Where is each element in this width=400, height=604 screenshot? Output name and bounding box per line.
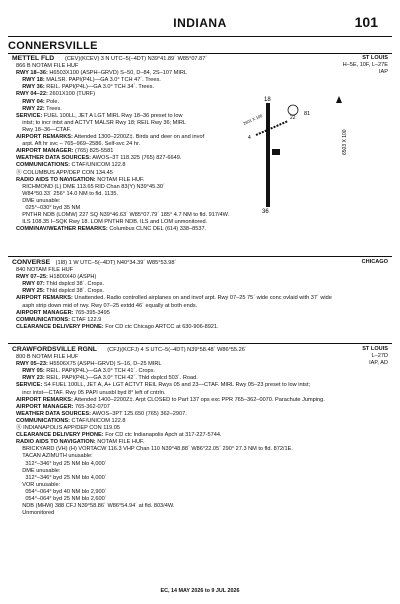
airport-detail-line: intst; to incr intst and ACTVT MALSR Rwy 18; REIL Rwy 36; MIRL xyxy=(16,119,187,126)
chart-region-label: CHICAGO xyxy=(361,259,388,265)
footer-effective-dates: EC, 14 MAY 2026 to 9 JUL 2026 xyxy=(160,588,240,594)
airport-detail-line: RWY 36: REIL. PAPI(P4L)—GA 3.0° TCH 34´. Trees. xyxy=(22,84,155,91)
airport-detail-line: RWY 05: REIL. PAPI(P4L)—GA 3.0° TCH 41´. Crops. xyxy=(22,368,155,375)
airport-detail-line: WEATHER DATA SOURCES: AWOS–3PT 125.650 (765) 362–2907. xyxy=(16,410,187,417)
airport-detail-line: COMMUNICATIONS: CTAF/UNICOM 122.8 xyxy=(16,417,126,424)
airport-diagram xyxy=(238,95,356,213)
airport-detail-line: AIRPORT REMARKS: Attended 1300–2200Z‡. Birds and deer on and invof xyxy=(16,134,205,140)
airport-detail-line: RWY 05–23: H5506X75 (ASPH–GRVD) S–16, D–25 MIRL xyxy=(16,361,162,368)
chart-region-label: IAP, AD xyxy=(369,360,388,366)
apron xyxy=(272,149,280,155)
turf-rwy-number: 4 xyxy=(248,135,251,141)
airport-detail-line: CLEARANCE DELIVERY PHONE: For CD ctc Indianapolis Apch at 317-227-5744. xyxy=(16,432,222,439)
airport-detail-line: RWY 23: REIL. PAPI(P4L)—GA 3.0° TCH 42´. Thld dsplcd 503´. Road. xyxy=(22,375,198,382)
airport-detail-line: asph strip down mid of rwy. Rwy 07–25 extdd 46´ equally at both ends. xyxy=(16,302,198,309)
chart-region-label: ST LOUIS xyxy=(362,346,388,352)
airport-detail-line: 312°–346° byd 25 NM blo 4,000´ xyxy=(16,460,107,467)
airport-detail-line: WEATHER DATA SOURCES: AWOS–3T 118.325 (765) 827-6649. xyxy=(16,155,182,162)
entry-divider xyxy=(8,343,392,344)
airport-ident-line: (1I8) 1 W UTC–5(–4DT) N40°34.39´ W85°53.98´ xyxy=(55,260,177,266)
chart-region-label: H–5E, 10F, L–27E xyxy=(342,62,388,68)
airport-detail-line: DME unusable: xyxy=(16,197,61,204)
airport-detail-line: arpt. Aft hr svc – 765–969–2586. Self-svc 24 hr. xyxy=(16,141,141,148)
airport-detail-line: COMMUNICATIONS: CTAF 122.9 xyxy=(16,316,102,323)
airport-detail-line: NDB (MHW) 388 CFJ N39°58.86´ W86°54.94´ at fld. 803/4W. xyxy=(16,503,175,510)
airport-detail-line: SERVICE: S4 FUEL 100LL, JET A, A+ LGT ACTVT REIL Rwys 05 and 23—CTAF. MIRL Rwy 05–23 preset to low intst; xyxy=(16,382,311,389)
chart-region-label: L–27D xyxy=(371,353,388,359)
elevation-label: 81 xyxy=(304,111,311,117)
chart-region-label: ST LOUIS xyxy=(362,55,388,61)
airport-name: CONVERSE xyxy=(12,259,51,266)
runway-04-22-turf xyxy=(256,121,288,135)
airport-detail-line: AIRPORT MANAGER: 765-362-0707 xyxy=(16,403,110,410)
airport-detail-line: 054°–064° byd 25 NM blo 2,600´ xyxy=(16,496,107,502)
airport-detail-line: PNTHR NDB (LOMW) 227 SQ N39°46.63´ W85°07.79´ 185° 4.7 NM to fld. 917/4W. xyxy=(16,212,230,219)
turf-length-label: 2601 X 100 xyxy=(242,113,264,126)
windsock-icon xyxy=(288,105,298,115)
state-title: INDIANA xyxy=(173,16,227,30)
header-rule xyxy=(8,36,392,37)
airport-detail-line: 866 B NOTAM FILE HUF xyxy=(16,63,79,69)
airport-detail-line: BRICKYARD (VH) (H) VORTACW 116.3 VHP Chan 110 N39°48.88´ W86°22.05´ 290° 27.3 NM to fld. 872/1E. xyxy=(16,446,293,453)
airport-detail-line: COMMUNICATIONS: CTAF/UNICOM 122.8 xyxy=(16,162,126,169)
section-title: CONNERSVILLE xyxy=(8,40,98,52)
airport-detail-line: Ⓡ COLUMBUS APP/DEP CON 134.45 xyxy=(16,169,113,176)
airport-detail-line: RWY 04: Pole. xyxy=(22,98,60,105)
page-header xyxy=(0,14,400,34)
airport-detail-line: RICHMOND (L) DME 113.65 RID Chan 83(Y) N39°45.30´ xyxy=(16,183,165,190)
airport-detail-line: VOR unusable: xyxy=(16,481,61,488)
north-arrow-icon xyxy=(336,96,342,103)
airport-detail-line: ILS 108.35 I–SQK Rwy 18. LOM PNTHR NDB. ILS and LOM unmonitored. xyxy=(16,219,208,226)
airport-ident-line: (CFJ)(KCFJ) 4 S UTC–5(–4DT) N39°58.48´ W86°55.26´ xyxy=(107,347,247,353)
airport-detail-line: RADIO AIDS TO NAVIGATION: NOTAM FILE HUF. xyxy=(16,176,145,183)
airport-name: METTEL FLD xyxy=(12,55,55,62)
airport-detail-line: AIRPORT REMARKS: Unattended. Radio controlled airplanes on and invof arpt. Rwy 07–25 75´ wide conc ovlaid with 37´ wide xyxy=(16,295,332,302)
airport-detail-line: TACAN AZIMUTH unusable: xyxy=(16,453,93,460)
airport-detail-line: RWY 22: Trees. xyxy=(22,105,62,112)
entry-divider xyxy=(8,256,392,257)
airport-detail-line: 025°–030° byd 35 NM xyxy=(16,205,81,211)
runway-length-label: 6503 X 100 xyxy=(342,129,348,155)
airport-detail-line: RWY 25: Thld dsplcd 38´. Crops. xyxy=(22,288,104,295)
airport-detail-line: Ⓡ INDIANAPOLIS APP/DEP CON 119.05 xyxy=(16,425,120,431)
airport-detail-line: incr intst—CTAF. Rwy 05 PAPI unusbl byd 8° left of cntrln. xyxy=(16,389,166,396)
airport-detail-line: COMM/NAV/WEATHER REMARKS: Columbus CLNC DEL (614) 338–8537. xyxy=(16,226,207,233)
airport-detail-line: 312°–346° byd 25 NM blo 4,000´ xyxy=(16,474,107,481)
rwy-number-south: 36 xyxy=(262,209,269,213)
rwy-number-north: 18 xyxy=(264,97,271,103)
airport-name: CRAWFORDSVILLE RGNL xyxy=(12,346,97,353)
airport-detail-line: RWY 04–22: 2601X100 (TURF) xyxy=(16,91,96,98)
airport-detail-line: 840 NOTAM FILE HUF xyxy=(16,267,74,273)
airport-detail-line: CLEARANCE DELIVERY PHONE: For CD ctc Chicago ARTCC at 630-906-8921. xyxy=(16,323,219,330)
airport-detail-line: RWY 07–25: H1800X40 (ASPH) xyxy=(16,274,97,281)
airport-detail-line: 800 B NOTAM FILE HUF xyxy=(16,354,79,360)
airport-detail-line: AIRPORT REMARKS: Attended 1400–2200Z‡. Arpt CLOSED to Part 137 ops exc PPR 765–362–0070. Parachute Jumping. xyxy=(16,396,325,403)
section-rule xyxy=(8,53,392,54)
airport-ident-line: (CEV)(KCEV) 3 N UTC–5(–4DT) N39°41.89´ W85°07.87´ xyxy=(65,56,208,62)
airport-detail-line: RWY 07: Thld dsplcd 38´. Crops. xyxy=(22,281,104,288)
chart-region-label: IAP xyxy=(378,69,388,75)
airport-detail-line: RWY 18: MALSR. PAPI(P4L)—GA 3.0° TCH 47´. Trees. xyxy=(22,77,161,84)
airport-detail-line: DME unusable: xyxy=(16,467,61,474)
airport-detail-line: RADIO AIDS TO NAVIGATION: NOTAM FILE HUF. xyxy=(16,439,145,446)
airport-detail-line: W84°50.33´ 256° 14.0 NM to fld. 1135. xyxy=(16,190,119,197)
airport-detail-line: SERVICE: FUEL 100LL, JET A LGT MIRL Rwy 18–36 preset to low xyxy=(16,112,183,119)
turf-rwy-number: 22 xyxy=(290,115,296,121)
airport-detail-line: Unmonitored xyxy=(16,510,55,517)
airport-detail-line: AIRPORT MANAGER: (765) 825-5581 xyxy=(16,148,114,155)
airport-detail-line: RWY 18–36: H6503X100 (ASPH–GRVD) S–50, D–84, 2S–107 MIRL xyxy=(16,70,188,77)
airport-detail-line: AIRPORT MANAGER: 765-395-3495 xyxy=(16,309,110,316)
airport-detail-line: Rwy 18–36—CTAF. xyxy=(16,126,71,133)
airport-detail-line: 054°–064° byd 40 NM blo 2,900´ xyxy=(16,488,107,495)
page-number: 101 xyxy=(354,14,378,30)
